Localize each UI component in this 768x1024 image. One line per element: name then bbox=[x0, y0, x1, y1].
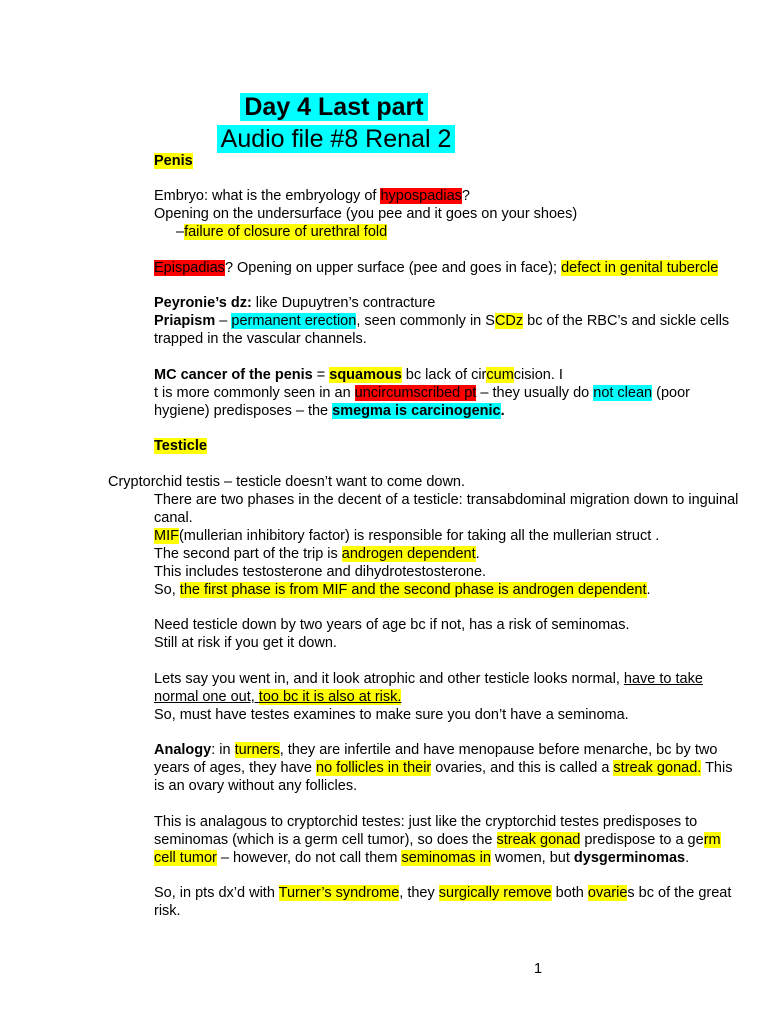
phases-summary-line: So, the first phase is from MIF and the second phase is androgen dependent. bbox=[154, 582, 651, 598]
peyronie-line: Peyronie’s dz: like Dupuytren’s contracture bbox=[154, 295, 436, 311]
priapism-line: Priapism – permanent erection, seen commonly in SCDz bc of the RBC’s and sickle cells bbox=[154, 313, 730, 329]
turner-removal-line: So, in pts dx’d with Turner’s syndrome, they surgically remove both ovaries bc of the great bbox=[154, 885, 732, 901]
cell-tumor-line: cell tumor – however, do not call them seminomas in women, but dysgerminomas. bbox=[154, 850, 690, 866]
ovary-line: is an ovary without any follicles. bbox=[154, 778, 358, 794]
trapped-line: trapped in the vascular channels. bbox=[154, 331, 367, 347]
seminomas-line: seminomas (which is a germ cell tumor), so does the streak gonad predispose to a germ bbox=[154, 832, 721, 848]
analagous-line: This is analagous to cryptorchid testes: just like the cryptorchid testes predisposes to bbox=[154, 814, 698, 830]
second-part-line: The second part of the trip is androgen dependent. bbox=[154, 546, 480, 562]
hygiene-line: hygiene) predisposes – the smegma is carcinogenic. bbox=[154, 403, 505, 419]
two-phases-line: There are two phases in the decent of a testicle: transabdominal migration down to inguinal bbox=[154, 492, 739, 508]
mc-cancer-line: MC cancer of the penis = squamous bc lack of circumcision. I bbox=[154, 367, 563, 383]
includes-line: This includes testosterone and dihydrotestosterone. bbox=[154, 564, 487, 580]
embryo-question: Embryo: what is the embryology of hypospadias? bbox=[154, 188, 470, 204]
need-testicle-line: Need testicle down by two years of age bc if not, has a risk of seminomas. bbox=[154, 617, 630, 633]
still-risk-line: Still at risk if you get it down. bbox=[154, 635, 337, 651]
years-line: years of ages, they have no follicles in their ovaries, and this is called a streak gonad. This bbox=[154, 760, 733, 776]
risk-line: risk. bbox=[154, 903, 181, 919]
page-number: 1 bbox=[534, 961, 543, 977]
canal-line: canal. bbox=[154, 510, 193, 526]
lets-say-line: Lets say you went in, and it look atrophic and other testicle looks normal, have to take bbox=[154, 671, 703, 687]
normal-one-out-line: normal one out, too bc it is also at risk. bbox=[154, 689, 402, 705]
analogy-line: Analogy: in turners, they are infertile and have menopause before menarche, bc by two bbox=[154, 742, 718, 758]
title-line-1: Day 4 Last part bbox=[0, 92, 768, 122]
mif-line: MIF(mullerian inhibitory factor) is responsible for taking all the mullerian struct . bbox=[154, 528, 660, 544]
testicle-heading: Testicle bbox=[154, 438, 207, 454]
epispadias-line: Epispadias? Opening on upper surface (pee and goes in face); defect in genital tubercle bbox=[154, 260, 719, 276]
opening-undersurface: Opening on the undersurface (you pee and it goes on your shoes) bbox=[154, 206, 578, 222]
title-line-2: Audio file #8 Renal 2 bbox=[0, 124, 768, 154]
failure-closure-line: –failure of closure of urethral fold bbox=[176, 224, 388, 240]
cryptorchid-line: Cryptorchid testis – testicle doesn’t want to come down. bbox=[108, 474, 466, 490]
penis-heading: Penis bbox=[154, 153, 193, 169]
more-common-line: t is more commonly seen in an uncircumscribed pt – they usually do not clean (poor bbox=[154, 385, 690, 401]
must-examine-line: So, must have testes examines to make sure you don’t have a seminoma. bbox=[154, 707, 629, 723]
